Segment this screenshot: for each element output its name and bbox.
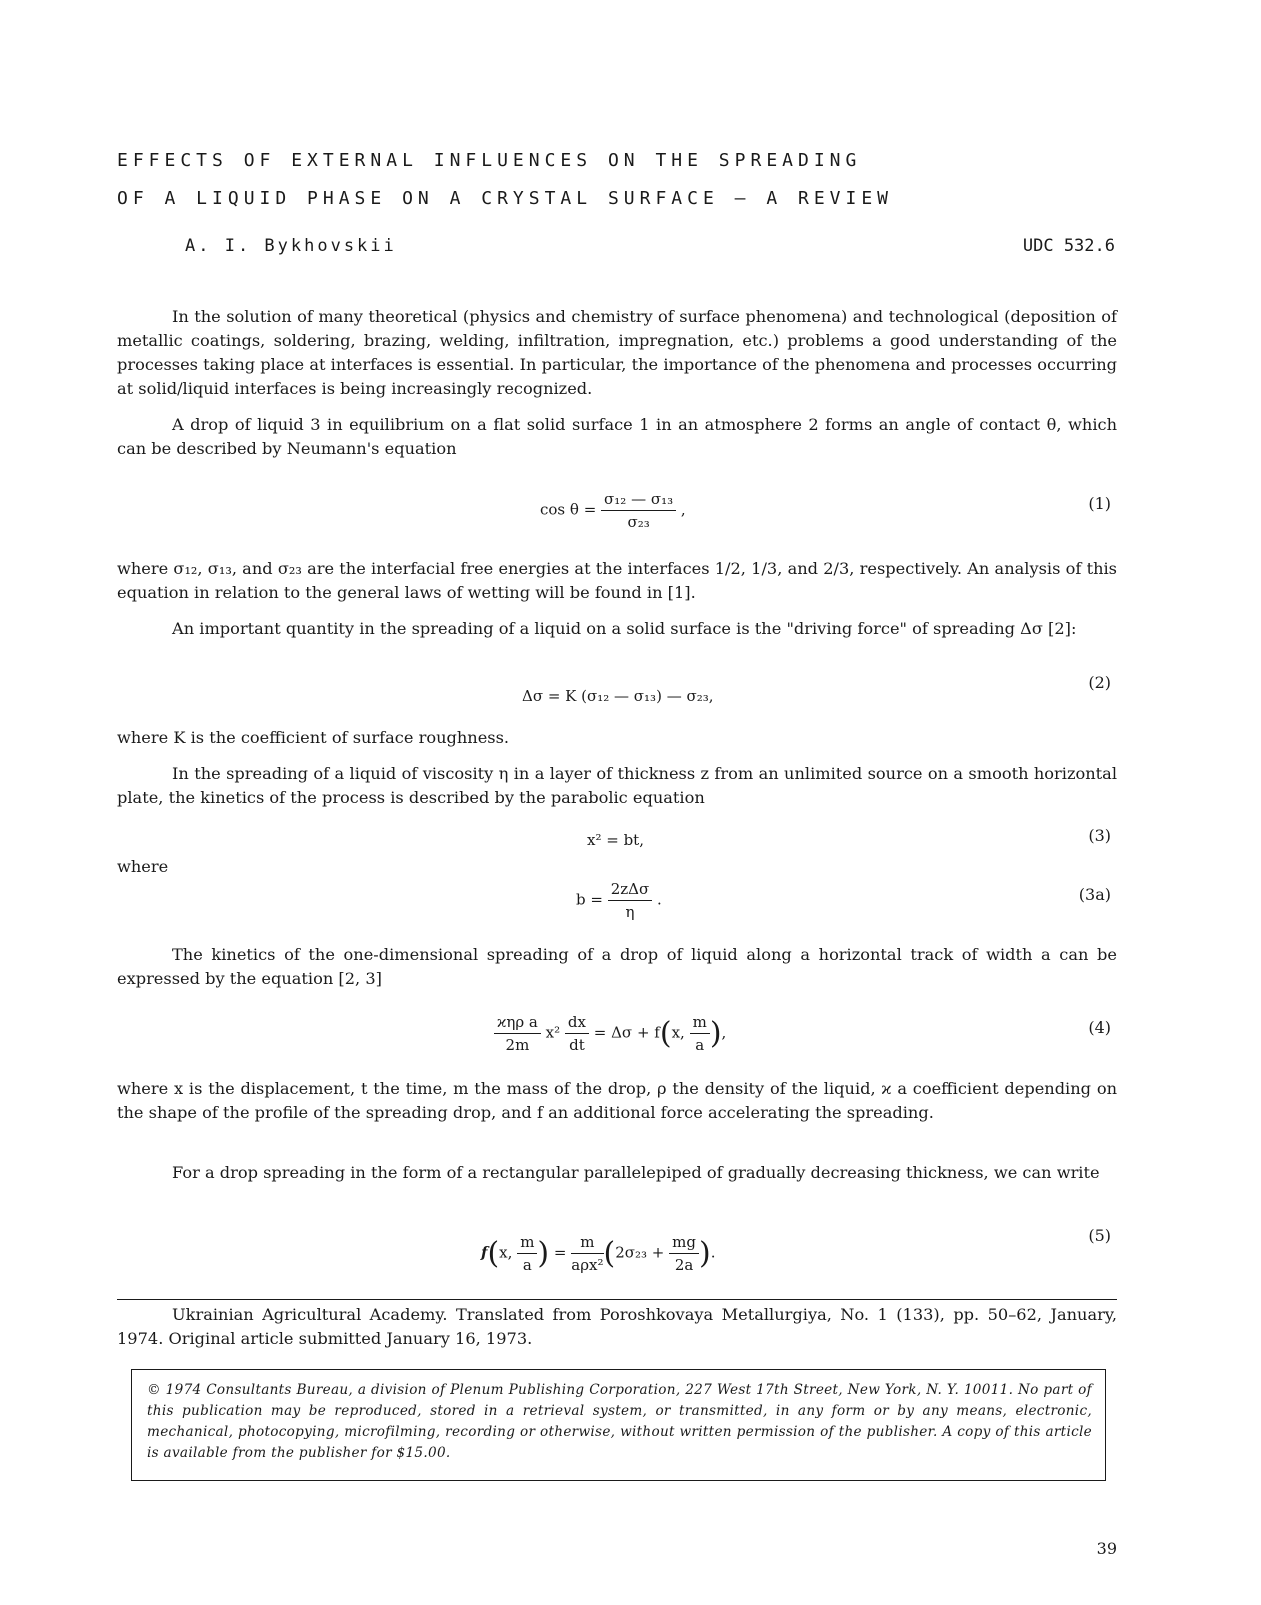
equation-2: Δσ = K (σ₁₂ — σ₁₃) — σ₂₃, (522, 687, 714, 705)
eq4-fraction-3 (690, 1013, 710, 1054)
eq5-term-1: 2σ₂₃ + (615, 1243, 665, 1262)
paragraph-kinetics: The kinetics of the one-dimensional spreading of a drop of liquid along a horizontal track of width a can be expressed by the equation [2, 3] (117, 945, 1117, 988)
paragraph-interfacial: where σ₁₂, σ₁₃, and σ₂₃ are the interfacial free energies at the interfaces 1/2, 1/3, and 2/3, respectively. An analysis of this equation in relation to the general laws of wetting will be found in [1]. (117, 559, 1117, 602)
page-number: 39 (1096, 1539, 1117, 1558)
eq5-function: f (481, 1243, 488, 1262)
author-name: A. I. Bykhovskii (185, 236, 397, 256)
eq1-tail: , (680, 500, 686, 519)
eq5-arg-x: x, (499, 1243, 513, 1262)
eq3a-numerator: 2zΔσ (608, 880, 653, 901)
eq3a-denominator: η (625, 903, 635, 921)
eq5-left-paren-1: ( (487, 1236, 500, 1271)
equation-1-number: (1) (1088, 494, 1111, 513)
eq5-denominator-2: aρx² (571, 1256, 604, 1274)
eq5-right-paren-1: ) (537, 1236, 550, 1271)
eq4-x-squared: x² (545, 1023, 561, 1042)
eq1-fraction (601, 490, 676, 531)
eq5-fraction-1 (517, 1233, 537, 1274)
eq1-numerator: σ₁₂ — σ₁₃ (601, 490, 676, 511)
paragraph-symbols: where x is the displacement, t the time, m the mass of the drop, ρ the density of the liquid, ϰ a coefficient depending on the shape of the profile of the spreading drop, and f an additional force accelerating the spreading. (117, 1079, 1117, 1122)
paragraph-neumann: A drop of liquid 3 in equilibrium on a flat solid surface 1 in an atmosphere 2 forms an angle of contact θ, which can be described by Neumann's equation (117, 415, 1117, 458)
equation-3a (576, 880, 662, 921)
footnote-divider (117, 1299, 1117, 1300)
paragraph-viscosity: In the spreading of a liquid of viscosity η in a layer of thickness z from an unlimited source on a smooth horizontal plate, the kinetics of the process is described by the parabolic equation (117, 764, 1117, 807)
eq3a-tail: . (657, 890, 662, 909)
equation-5 (481, 1233, 716, 1274)
article-title-line-1: EFFECTS OF EXTERNAL INFLUENCES ON THE SPREADING (117, 150, 862, 171)
eq3a-fraction (608, 880, 653, 921)
paragraph-where: where (117, 857, 169, 876)
paragraph-intro: In the solution of many theoretical (physics and chemistry of surface phenomena) and technological (deposition of metallic coatings, soldering, brazing, welding, infiltration, impregnation, etc.) problems a good understanding of the processes taking place at interfaces is essential. In particular, the importance of the phenomena and processes occurring at solid/liquid interfaces is being increasingly recognized. (117, 307, 1117, 398)
equation-3: x² = bt, (587, 831, 644, 849)
eq4-denominator-2: dt (569, 1036, 585, 1054)
eq5-right-paren-2: ) (699, 1236, 711, 1271)
eq4-denominator-1: 2m (505, 1036, 530, 1054)
equation-4-number: (4) (1088, 1018, 1111, 1037)
paragraph-driving-force: An important quantity in the spreading of a liquid on a solid surface is the "driving force" of spreading Δσ [2]: (172, 619, 1077, 638)
copyright-notice: © 1974 Consultants Bureau, a division of Plenum Publishing Corporation, 227 West 17th Street, New York, N. Y. 10011. No part of this publication may be reproduced, stored in a retrieval system, or transmitted, in any form or by any means, electronic, mechanical, photocopying, microfilming, recording or otherwise, without written permission of the publisher. A copy of this article is available from the publisher for $15.00. (147, 1382, 1092, 1461)
paragraph-roughness: where K is the coefficient of surface roughness. (117, 728, 510, 747)
eq5-denominator-3: 2a (674, 1256, 694, 1274)
eq3a-lhs: b = (576, 890, 603, 909)
eq4-arg-x: x, (671, 1023, 685, 1042)
eq4-numerator-2: dx (565, 1013, 589, 1034)
eq4-right-paren: ) (709, 1016, 722, 1051)
eq5-denominator-1: a (522, 1256, 532, 1274)
eq5-tail: . (710, 1243, 716, 1262)
eq4-numerator-3: m (690, 1013, 710, 1034)
eq5-fraction-3 (669, 1233, 699, 1274)
footnote: Ukrainian Agricultural Academy. Translated from Poroshkovaya Metallurgiya, No. 1 (133), pp. 50–62, January, 1974. Original article submitted January 16, 1973. (117, 1305, 1117, 1348)
eq5-numerator-3: mg (669, 1233, 699, 1254)
equation-4 (494, 1013, 726, 1054)
eq5-numerator-1: m (517, 1233, 537, 1254)
article-title-line-2: OF A LIQUID PHASE ON A CRYSTAL SURFACE — A REVIEW (117, 188, 894, 209)
eq5-fraction-2 (571, 1233, 603, 1274)
equation-3a-number: (3a) (1078, 885, 1111, 904)
eq5-numerator-2: m (571, 1233, 603, 1254)
eq4-numerator-1: ϰηρ a (494, 1013, 541, 1034)
equation-2-number: (2) (1088, 673, 1111, 692)
equation-5-number: (5) (1088, 1226, 1111, 1245)
udc-code: UDC 532.6 (1022, 236, 1115, 256)
eq5-equals: = (553, 1243, 567, 1262)
eq1-denominator: σ₂₃ (627, 513, 650, 531)
eq4-left-paren: ( (659, 1016, 672, 1051)
eq4-denominator-3: a (695, 1036, 705, 1054)
equation-3-number: (3) (1088, 826, 1111, 845)
paragraph-parallelepiped: For a drop spreading in the form of a rectangular parallelepiped of gradually decreasing thickness, we can write (172, 1163, 1100, 1182)
eq1-lhs: cos θ = (540, 500, 597, 519)
eq5-left-paren-2: ( (603, 1236, 616, 1271)
eq4-rhs: = Δσ + f (593, 1023, 660, 1042)
equation-1 (540, 490, 686, 531)
eq4-tail: , (721, 1023, 727, 1042)
eq4-fraction-2 (565, 1013, 589, 1054)
eq4-fraction-1 (494, 1013, 541, 1054)
